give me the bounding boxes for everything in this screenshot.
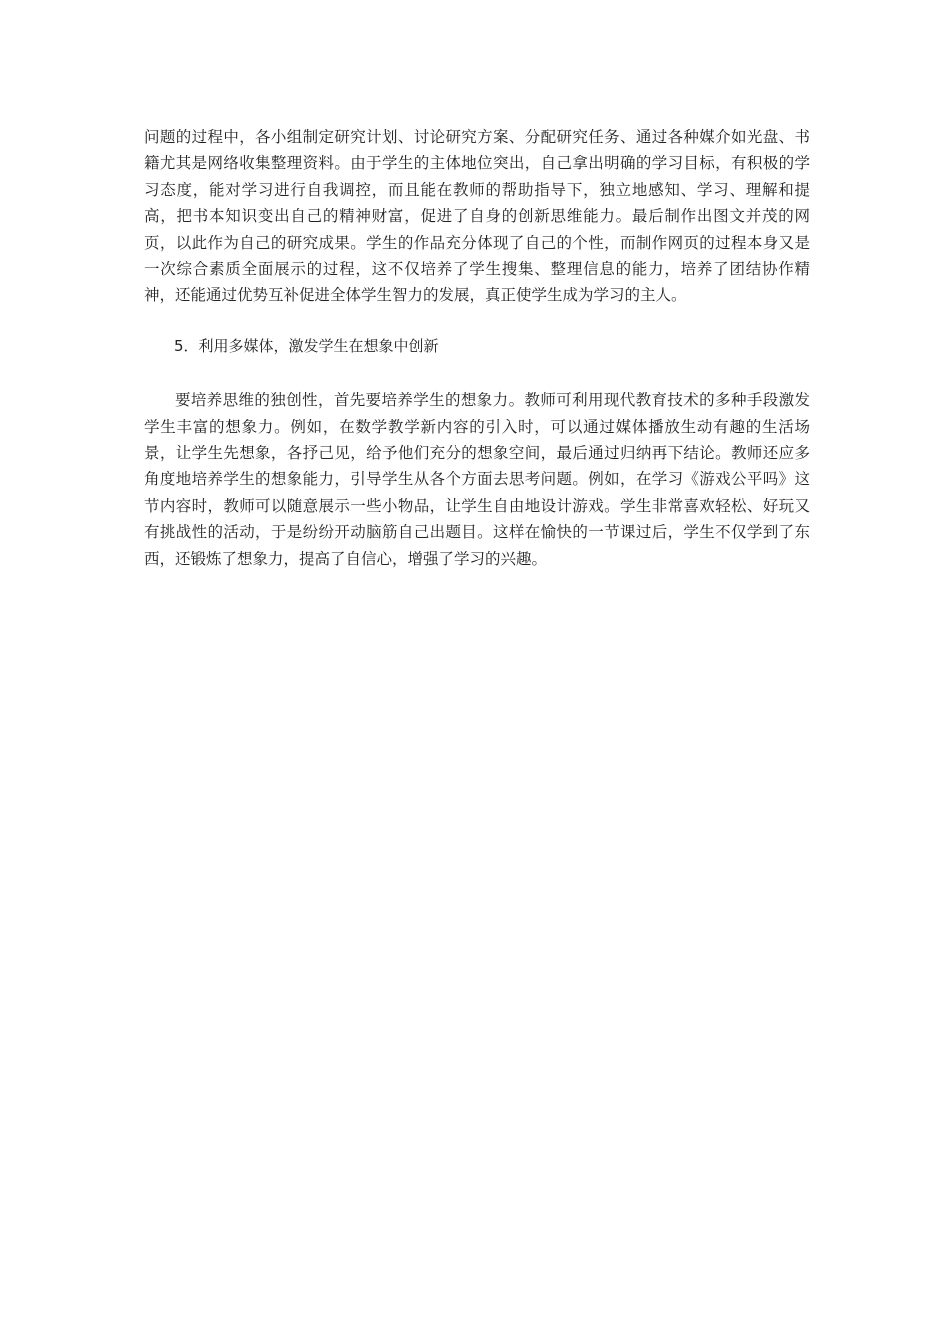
body-paragraph-1: 问题的过程中，各小组制定研究计划、讨论研究方案、分配研究任务、通过各种媒介如光盘、书籍尤其是网络收集整理资料。由于学生的主体地位突出，自己拿出明确的学习目标，有积极的学习态度，能对学习进行自我调控，而且能在教师的帮助指导下，独立地感知、学习、理解和提高，把书本知识变出自己的精神财富，促进了自身的创新思维能力。最后制作出图文并茂的网页，以此作为自己的研究成果。学生的作品充分体现了自己的个性，而制作网页的过程本身又是一次综合素质全面展示的过程，这不仅培养了学生搜集、整理信息的能力，培养了团结协作精神，还能通过优势互补促进全体学生智力的发展，真正使学生成为学习的主人。 <box>144 128 810 305</box>
section-heading: 5．利用多媒体，激发学生在想象中创新 <box>174 336 439 355</box>
document-body <box>144 124 810 572</box>
paragraph-spacer <box>144 309 810 333</box>
body-paragraph-2: 要培养思维的独创性，首先要培养学生的想象力。教师可利用现代教育技术的多种手段激发学生丰富的想象力。例如，在数学教学新内容的引入时，可以通过媒体播放生动有趣的生活场景，让学生先想象，各抒己见，给予他们充分的想象空间，最后通过归纳再下结论。教师还应多角度地培养学生的想象能力，引导学生从各个方面去思考问题。例如，在学习《游戏公平吗》这节内容时，教师可以随意展示一些小物品，让学生自由地设计游戏。学生非常喜欢轻松、好玩又有挑战性的活动，于是纷纷开动脑筋自己出题目。这样在愉快的一节课过后，学生不仅学到了东西，还锻炼了想象力，提高了自信心，增强了学习的兴趣。 <box>144 391 810 568</box>
paragraph-spacer <box>144 359 810 387</box>
